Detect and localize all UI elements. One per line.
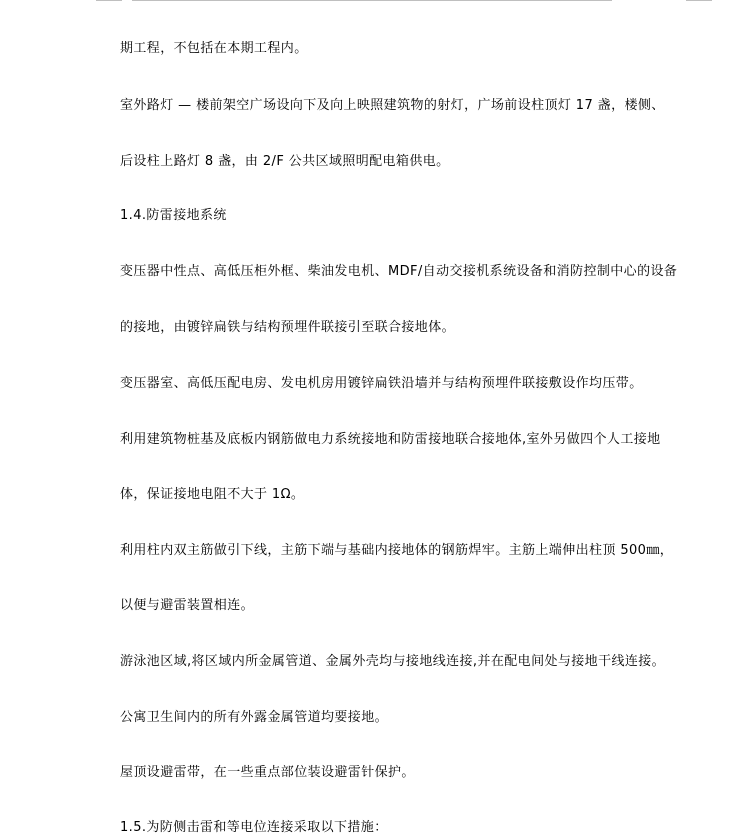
text-line: 期工程，不包括在本期工程内。 xyxy=(120,41,308,56)
text-line: 的接地，由镀锌扁铁与结构预埋件联接引至联合接地体。 xyxy=(120,320,456,335)
header-rule xyxy=(132,0,612,1)
text-line: 屋顶设避雷带，在一些重点部位装设避雷针保护。 xyxy=(120,765,415,780)
text-line: 公寓卫生间内的所有外露金属管道均要接地。 xyxy=(120,710,389,725)
text-line: 变压器室、高低压配电房、发电机房用镀锌扁铁沿墙并与结构预埋件联接敷设作均压带。 xyxy=(120,376,643,391)
header-rule-right xyxy=(686,0,712,1)
text-line: 体，保证接地电阻不大于 1Ω。 xyxy=(120,487,305,502)
text-line: 游泳池区域,将区域内所金属管道、金属外壳均与接地线连接,并在配电间处与接地干线连接。 xyxy=(120,654,666,669)
text-line: 后设柱上路灯 8 盏，由 2/F 公共区域照明配电箱供电。 xyxy=(120,154,450,169)
text-line: 以便与避雷装置相连。 xyxy=(120,598,255,613)
text-line: 室外路灯 — 楼前架空广场设向下及向上映照建筑物的射灯，广场前设柱顶灯 17 盏，楼侧、 xyxy=(120,98,665,113)
section-heading: 1.5.为防侧击雷和等电位连接采取以下措施： xyxy=(120,820,388,835)
text-line: 利用建筑物桩基及底板内钢筋做电力系统接地和防雷接地联合接地体,室外另做四个人工接地 xyxy=(120,432,661,447)
section-heading: 1.4.防雷接地系统 xyxy=(120,208,227,223)
header-rule-left xyxy=(96,0,122,1)
text-line: 利用柱内双主筋做引下线，主筋下端与基础内接地体的钢筋焊牢。主筋上端伸出柱顶 500㎜， xyxy=(120,543,674,558)
text-line: 变压器中性点、高低压柜外框、柴油发电机、MDF/自动交接机系统设备和消防控制中心的设备 xyxy=(120,264,678,279)
